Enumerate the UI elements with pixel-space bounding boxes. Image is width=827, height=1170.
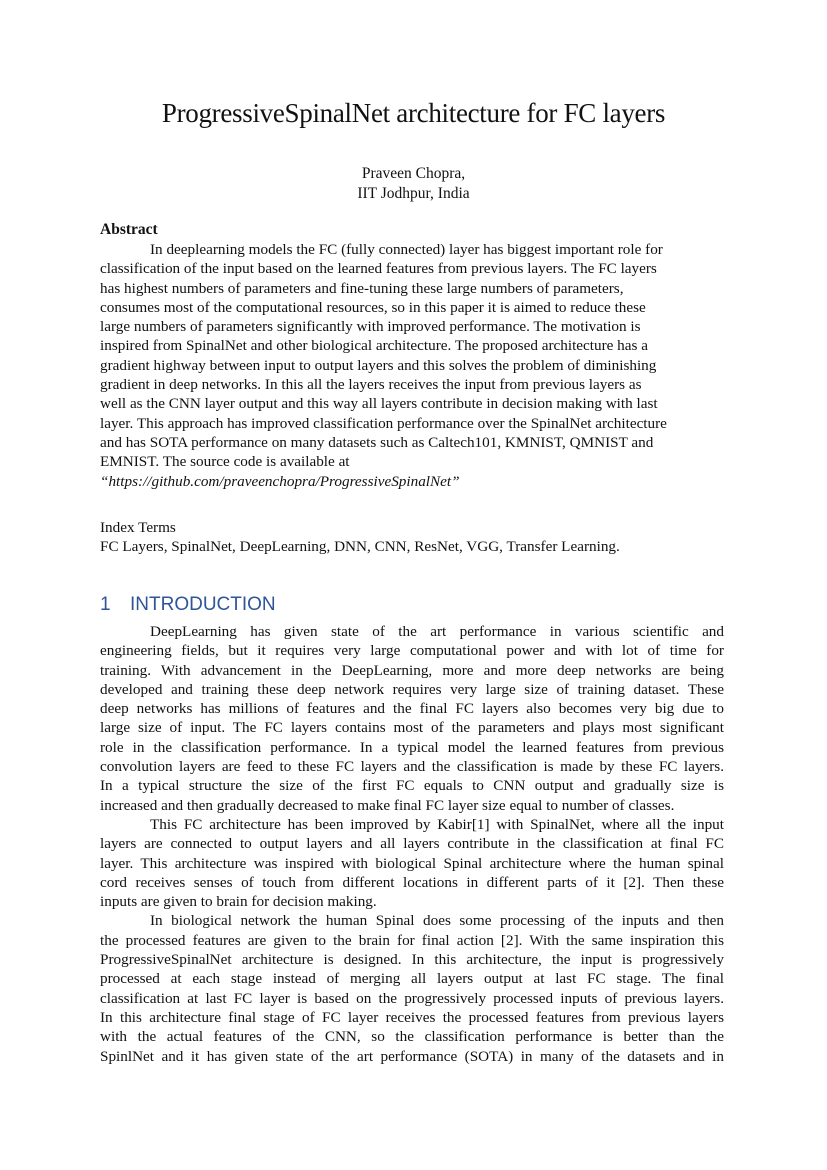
text-line: convolution layers are feed to these FC layers and the classification is made by these FC layers. [100, 758, 724, 776]
text-line: well as the CNN layer output and this way all layers contribute in decision making with last [100, 395, 658, 413]
text-line: and has SOTA performance on many datasets such as Caltech101, KMNIST, QMNIST and [100, 433, 654, 451]
author-block [0, 164, 827, 204]
text-line: ProgressiveSpinalNet architecture is designed. In this architecture, the input is progressively [100, 951, 724, 969]
text-line: developed and training these deep network requires very large size of training dataset. These [100, 680, 724, 698]
text-line: increased and then gradually decreased to make final FC layer size equal to number of classes. [100, 796, 675, 814]
section-number: 1 [100, 594, 111, 615]
text-line: classification of the input based on the learned features from previous layers. The FC layers [100, 260, 657, 278]
text-line: processed at each stage instead of merging all layers output at last FC stage. The final [100, 970, 724, 988]
text-line: In this architecture final stage of FC layer receives the processed features from previous layers [100, 1008, 724, 1026]
index-terms-text: FC Layers, SpinalNet, DeepLearning, DNN, CNN, ResNet, VGG, Transfer Learning. [100, 538, 620, 556]
text-line: role in the classification performance. In a typical model the learned features from previous [100, 738, 724, 756]
abstract-heading: Abstract [100, 221, 158, 238]
author-affiliation: IIT Jodhpur, India [357, 185, 470, 202]
text-line: deep networks has millions of features and the final FC layers also becomes very big due to [100, 700, 724, 718]
text-line: In a typical structure the size of the first FC equals to CNN output and gradually size is [100, 777, 724, 795]
index-terms [100, 518, 724, 557]
text-line: classification at last FC layer is based on the progressively processed inputs of previous layers. [100, 989, 724, 1007]
author-name: Praveen Chopra, [361, 165, 466, 182]
text-line: with the actual features of the CNN, so the classification performance is better than the [100, 1028, 724, 1046]
text-line: In deeplearning models the FC (fully connected) layer has biggest important role for [150, 241, 663, 258]
abstract-body [100, 240, 724, 491]
text-line: large size of input. The FC layers contains most of the parameters and plays most significant [100, 719, 724, 737]
text-line: training. With advancement in the DeepLearning, more and more deep networks are being [100, 661, 724, 679]
text-line: consumes most of the computational resources, so in this paper it is aimed to reduce these [100, 298, 646, 316]
text-line: engineering fields, but it requires very large computational power and with lot of time for [100, 642, 724, 660]
text-line: the processed features are given to the brain for final action [2]. With the same inspiration this [100, 931, 724, 949]
text-line: gradient in deep networks. In this all the layers receives the input from previous layers as [100, 376, 642, 394]
text-line: layers are connected to output layers and all layers contribute in the classification at final FC [100, 835, 724, 853]
text-line: layer. This approach has improved classification performance over the SpinalNet architecture [100, 414, 667, 432]
text-line: gradient highway between input to output layers and this solves the problem of diminishing [100, 356, 657, 374]
text-line: DeepLearning has given state of the art performance in various scientific and [150, 623, 724, 640]
text-line: has highest numbers of parameters and fine-tuning these large numbers of parameters, [100, 279, 624, 297]
paper-title: ProgressiveSpinalNet architecture for FC layers [161, 98, 666, 128]
text-line: EMNIST. The source code is available at [100, 453, 350, 471]
text-line: In biological network the human Spinal does some processing of the inputs and then [150, 912, 724, 930]
section-heading-introduction [100, 594, 276, 616]
text-line: cord receives senses of touch from different locations in different parts of it [2]. Then these [100, 873, 724, 891]
introduction-body [100, 622, 724, 1066]
text-line: This FC architecture has been improved by Kabir[1] with SpinalNet, where all the input [150, 815, 724, 833]
text-line: SpinlNet and it has given state of the art performance (SOTA) in many of the datasets and in [100, 1047, 724, 1065]
source-code-link[interactable]: “https://github.com/praveenchopra/ProgressiveSpinalNet” [100, 472, 460, 490]
text-line: layer. This architecture was inspired with biological Spinal architecture where the human spinal [100, 854, 724, 872]
index-terms-heading: Index Terms [100, 519, 176, 536]
text-line: inspired from SpinalNet and other biological architecture. The proposed architecture has a [100, 337, 648, 355]
section-title: INTRODUCTION [130, 594, 276, 615]
text-line: large numbers of parameters significantly with improved performance. The motivation is [100, 318, 641, 336]
text-line: inputs are given to brain for decision making. [100, 893, 377, 911]
